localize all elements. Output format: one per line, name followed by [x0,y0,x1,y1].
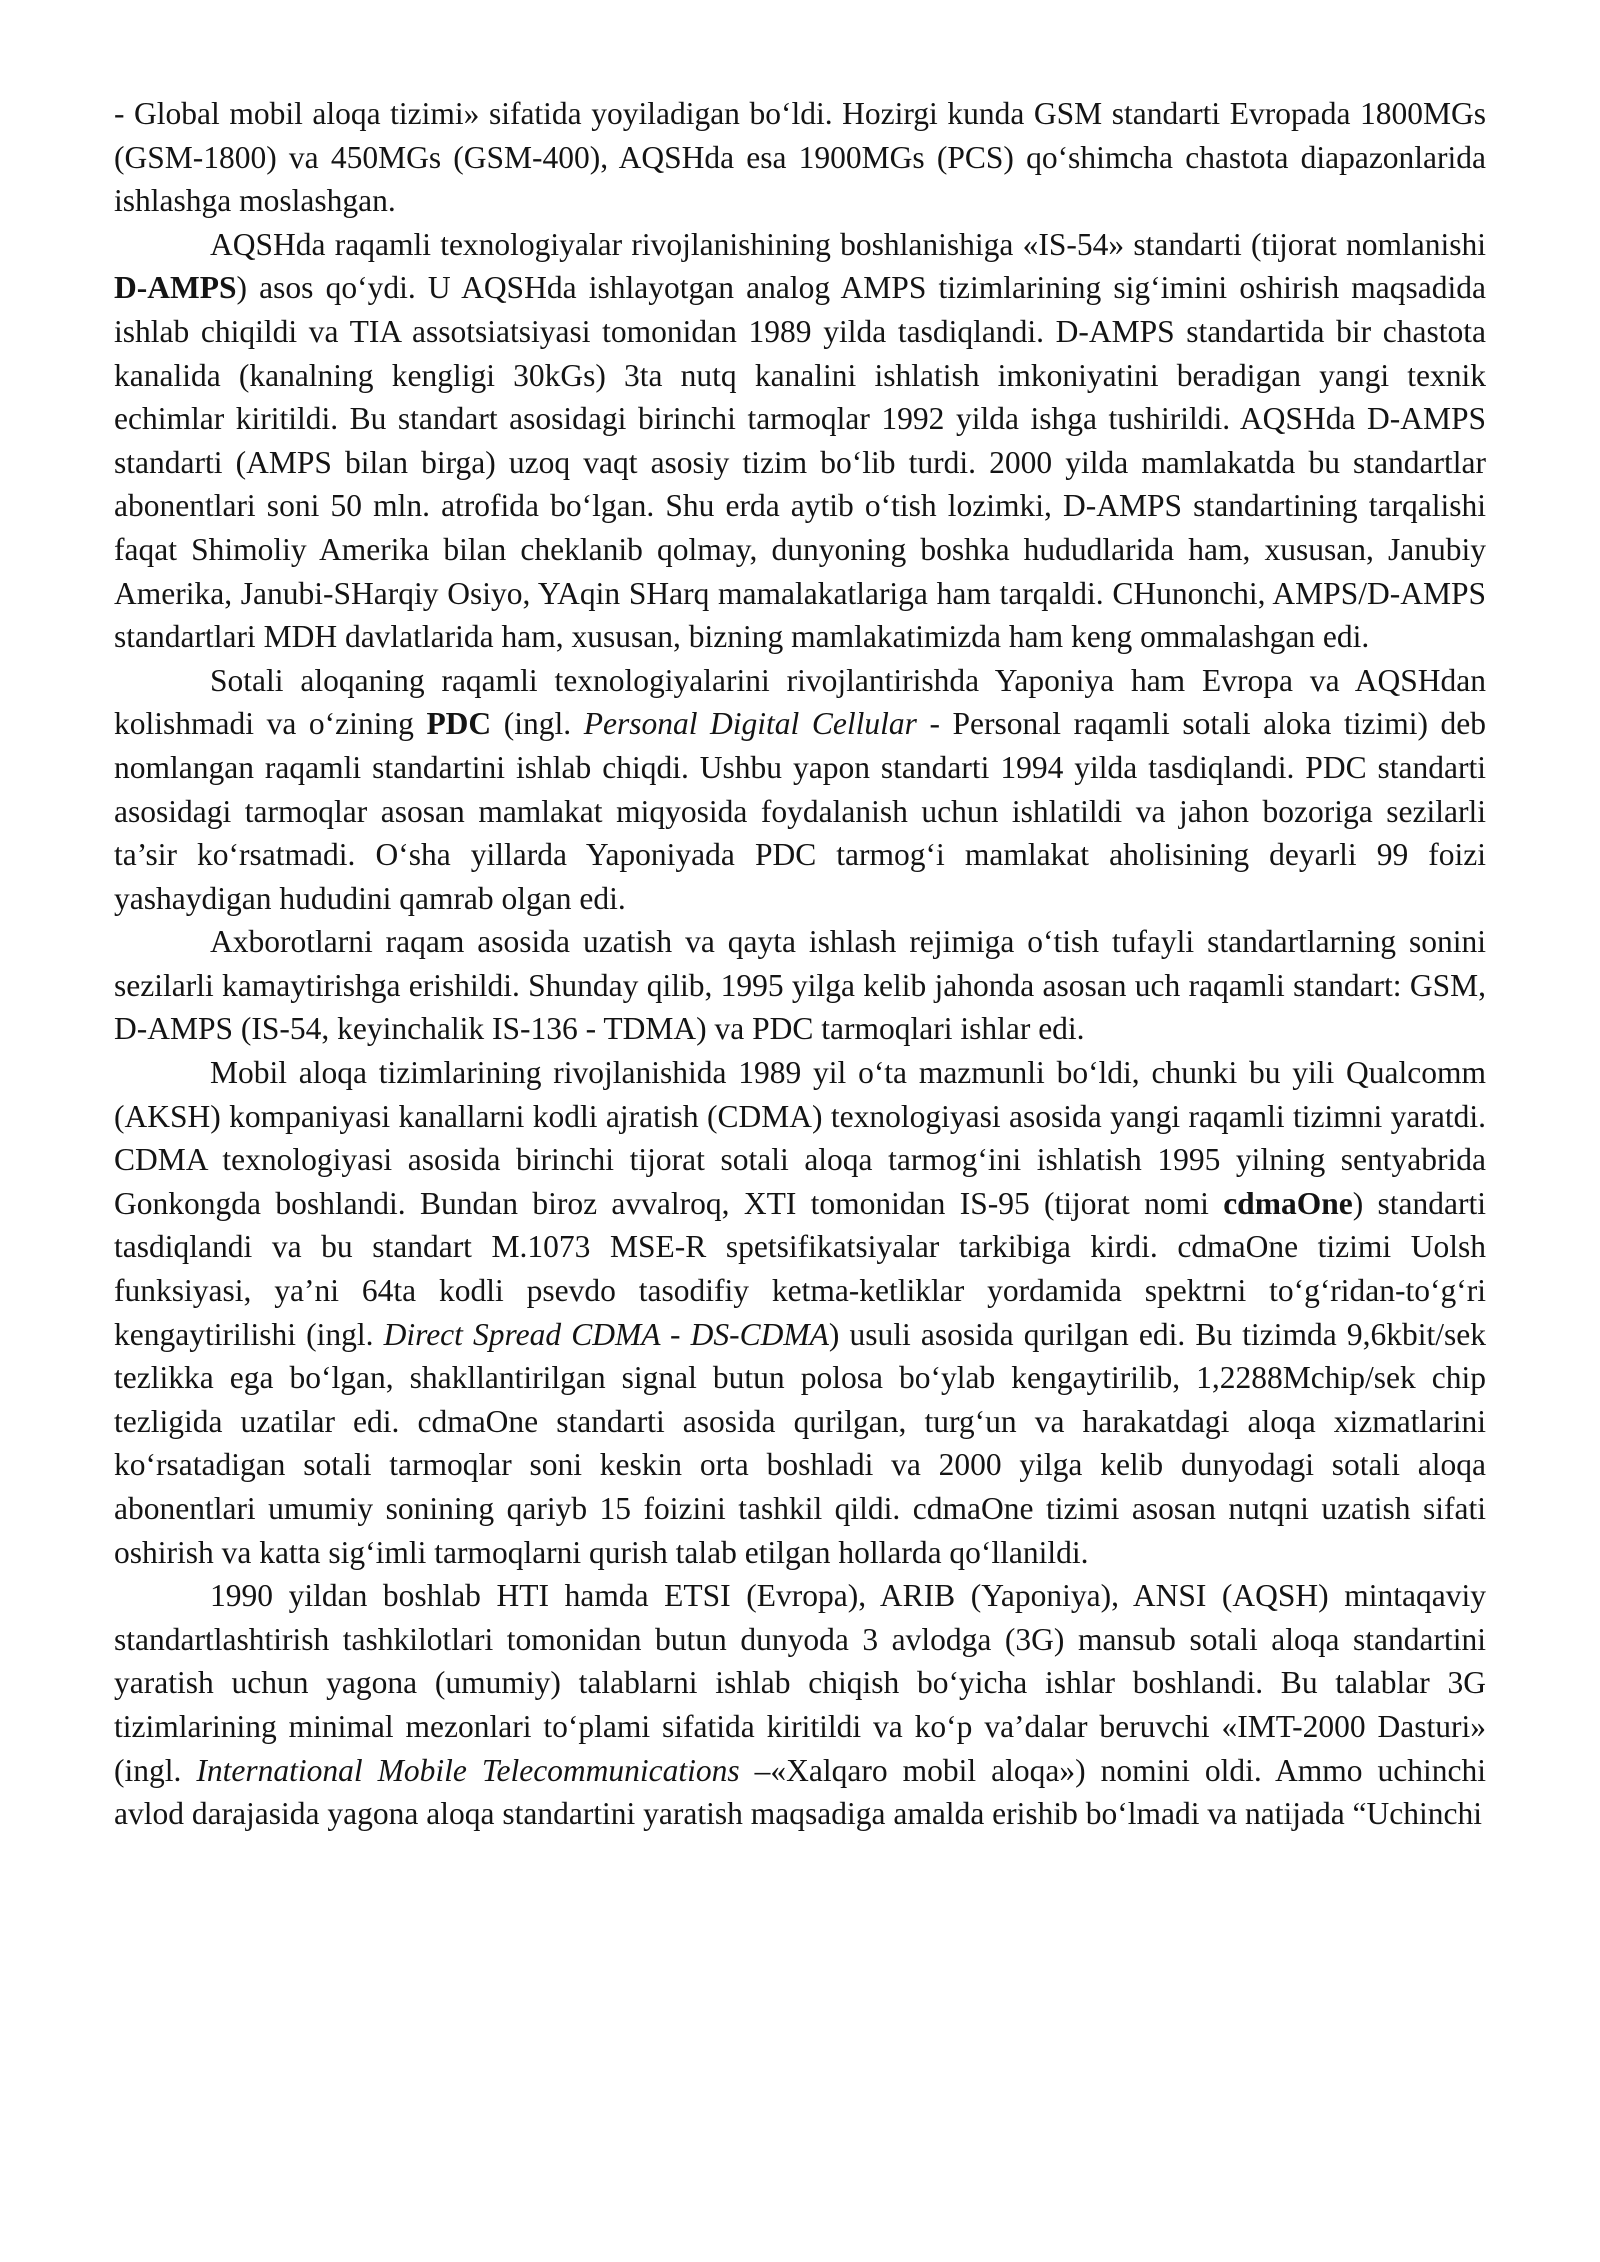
paragraph [114,1574,1486,1836]
paragraph [114,659,1486,921]
paragraph [114,1051,1486,1574]
text-run: –«Xalqaro mobil aloqa») nomini oldi. Ammo uchinchi avlod darajasida yagona aloqa standartini yaratish maqsadiga amalda erishib bo‘lmadi va natijada “Uchinchi [114,1752,1486,1832]
italic-term: Direct Spread CDMA - DS-CDMA [383,1316,829,1352]
bold-term: PDC [426,706,492,742]
paragraph [114,92,1486,223]
bold-term: cdmaOne [1223,1185,1353,1221]
italic-term: International Mobile Telecommunications [196,1752,740,1788]
text-run: - Personal raqamli sotali aloka tizimi) deb nomlangan raqamli standartini ishlab chiqdi. Ushbu yapon standarti 1994 yilda tasdiqlandi. PDC standarti asosidagi tarmoqlar asosan mamlakat miqyosida foydalanish uchun ishlatildi va jahon bozoriga sezilarli ta’sir ko‘rsatmadi. O‘sha yillarda Yaponiyada PDC tarmog‘i mamlakat aholisining deyarli 99 foizi yashaydigan hududini qamrab olgan edi. [114,706,1486,916]
body-text [114,92,1486,1836]
bold-term: D-AMPS [114,270,237,306]
text-run: Axborotlarni raqam asosida uzatish va qayta ishlash rejimiga o‘tish tufayli standartlarning sonini sezilarli kamaytirishga erishildi. Shunday qilib, 1995 yilga kelib jahonda asosan uch raqamli standart: GSM, D-AMPS (IS-54, keyinchalik IS-136 - TDMA) va PDC tarmoqlari ishlar edi. [114,924,1486,1047]
text-run: 1990 yildan boshlab HTI hamda ETSI (Evropa), ARIB (Yaponiya), ANSI (AQSH) mintaqaviy standartlashtirish tashkilotlari tomonidan butun dunyoda 3 avlodga (3G) mansub sotali aloqa standartini yaratish uchun yagona (umumiy) talablarni ishlab chiqish bo‘yicha ishlar boshlandi. Bu talablar 3G tizimlarining minimal mezonlari to‘plami sifatida kiritildi va ko‘p va’dalar beruvchi «IMT-2000 Dasturi» (ingl. [114,1578,1486,1788]
text-run: AQSHda raqamli texnologiyalar rivojlanishining boshlanishiga «IS-54» standarti (tijorat nomlanishi [210,226,1486,262]
text-run: - Global mobil aloqa tizimi» sifatida yoyiladigan bo‘ldi. Hozirgi kunda GSM standarti Evropada 1800MGs (GSM-1800) va 450MGs (GSM-400), AQSHda esa 1900MGs (PCS) qo‘shimcha chastota diapazonlarida ishlashga moslashgan. [114,96,1486,219]
text-run: ) standarti tasdiqlandi va bu standart M.1073 MSE-R spetsifikatsiyalar tarkibiga kirdi. cdmaOne tizimi Uolsh funksiyasi, ya’ni 64ta kodli psevdo tasodifiy ketma-ketliklar yordamida spektrni to‘g‘ridan-to‘g‘ri kengaytirilishi (ingl. [114,1185,1486,1352]
paragraph [114,223,1486,659]
text-run: Sotali aloqaning raqamli texnologiyalarini rivojlantirishda Yaponiya ham Evropa va AQSHdan kolishmadi va o‘zining [114,662,1486,742]
paragraph [114,920,1486,1051]
text-run: (ingl. [491,706,584,742]
text-run: Mobil aloqa tizimlarining rivojlanishida 1989 yil o‘ta mazmunli bo‘ldi, chunki bu yili Qualcomm (AKSH) kompaniyasi kanallarni kodli ajratish (CDMA) texnologiyasi asosida yangi raqamli tizimni yaratdi. CDMA texnologiyasi asosida birinchi tijorat sotali aloqa tarmog‘ini ishlatish 1995 yilning sentyabrida Gonkongda boshlandi. Bundan biroz avvalroq, XTI tomonidan IS-95 (tijorat nomi [114,1055,1486,1221]
text-run: ) usuli asosida qurilgan edi. Bu tizimda 9,6kbit/sek tezlikka ega bo‘lgan, shakllantirilgan signal butun polosa bo‘ylab kengaytirilib, 1,2288Mchip/sek chip tezligida uzatilar edi. cdmaOne standarti asosida qurilgan, turg‘un va harakatdagi aloqa xizmatlarini ko‘rsatadigan sotali tarmoqlar soni keskin orta boshladi va 2000 yilga kelib dunyodagi sotali aloqa abonentlari umumiy sonining qariyb 15 foizini tashkil qildi. cdmaOne tizimi asosan nutqni uzatish sifati oshirish va katta sig‘imli tarmoqlarni qurish talab etilgan hollarda qo‘llanildi. [114,1316,1486,1570]
text-run: ) asos qo‘ydi. U AQSHda ishlayotgan analog AMPS tizimlarining sig‘imini oshirish maqsadida ishlab chiqildi va TIA assotsiatsiyasi tomonidan 1989 yilda tasdiqlandi. D-AMPS standartida bir chastota kanalida (kanalning kengligi 30kGs) 3ta nutq kanalini ishlatish imkoniyatini beradigan yangi texnik echimlar kiritildi. Bu standart asosidagi birinchi tarmoqlar 1992 yilda ishga tushirildi. AQSHda D-AMPS standarti (AMPS bilan birga) uzoq vaqt asosiy tizim bo‘lib turdi. 2000 yilda mamlakatda bu standartlar abonentlari soni 50 mln. atrofida bo‘lgan. Shu erda aytib o‘tish lozimki, D-AMPS standartining tarqalishi faqat Shimoliy Amerika bilan cheklanib qolmay, dunyoning boshka hududlarida ham, xususan, Janubiy Amerika, Janubi-SHarqiy Osiyo, YAqin SHarq mamalakatlariga ham tarqaldi. CHunonchi, AMPS/D-AMPS standartlari MDH davlatlarida ham, xususan, bizning mamlakatimizda ham keng ommalashgan edi. [114,270,1486,655]
italic-term: Personal Digital Cellular [583,706,917,742]
